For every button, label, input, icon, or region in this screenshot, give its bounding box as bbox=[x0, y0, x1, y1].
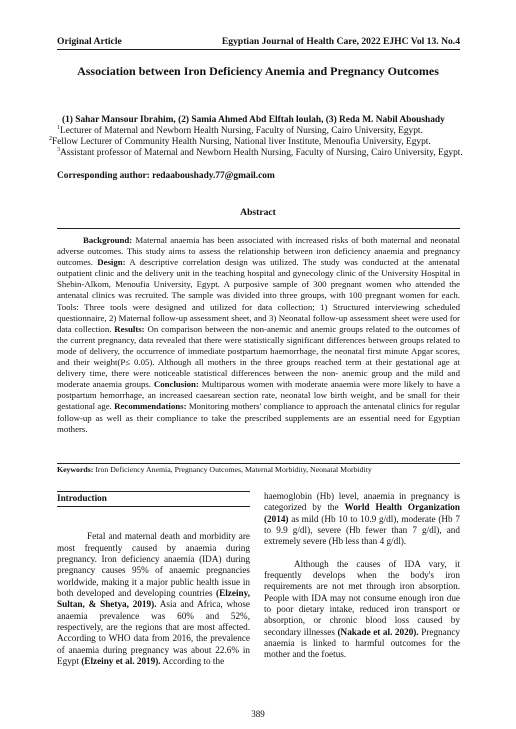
intro-paragraph-3: Although the causes of IDA vary, it frequently develops when the body's iron requirements are not met through iron absorption. People with IDA may not consume enough iron due to poor dietary intake, reduced iron transport or absorption, or chronic blood loss caused by secondary illnesses (Nakade et al. 2020). Pregnancy anaemia is linked to harmful outcomes for the mother and the foetus. bbox=[264, 558, 460, 660]
section-heading-introduction: Introduction bbox=[57, 491, 250, 507]
affiliation-3: $^3$Assistant professor of Maternal and Newborn Health Nursing, Faculty of Nursing, Cairo University, Egypt. bbox=[57, 146, 463, 158]
intro-paragraph-1: Fetal and maternal death and morbidity are most frequently caused by anaemia during pregnancy. Iron deficiency anaemia (IDA) during pregnancy causes 95% of anaemic pregnancies worldwide, making it a major public health issue in both developed and developing countries (Elzeiny, Sultan, & Shetya, 2019). Asia and Africa, whose anaemia prevalence was 60% and 52%, respectively, are the regions that are most affected. According to WHO data from 2016, the prevalence of anaemia during pregnancy was about 22.6% in Egypt (Elzeiny et al. 2019). According to the bbox=[57, 531, 250, 667]
author-line: (1) Sahar Mansour Ibrahim, (2) Samia Ahmed Abd Elftah loulah, (3) Reda M. Nabil Aboushady bbox=[62, 115, 445, 125]
keywords: Keywords: Iron Deficiency Anemia, Pregnancy Outcomes, Maternal Morbidity, Neonatal Morbidity bbox=[57, 465, 372, 474]
header-rule bbox=[57, 49, 460, 50]
paper-title: Association between Iron Deficiency Anemia and Pregnancy Outcomes bbox=[77, 64, 439, 78]
affiliation-1: $^1$Lecturer of Maternal and Newborn Health Nursing, Faculty of Nursing, Cairo University, Egypt. bbox=[57, 124, 423, 136]
left-column bbox=[57, 491, 250, 667]
corresponding-email[interactable]: redaaboushady.77@gmail.com bbox=[152, 171, 275, 181]
page-number: 389 bbox=[251, 709, 265, 719]
journal-citation: Egyptian Journal of Health Care, 2022 EJHC Vol 13. No.4 bbox=[221, 36, 460, 47]
affiliation-2: $^2$Fellow Lecturer of Community Health Nursing, National liver Institute, Menoufia University, Egypt. bbox=[49, 135, 431, 147]
journal-article-type: Original Article bbox=[57, 36, 122, 47]
abstract-heading: Abstract bbox=[240, 207, 276, 218]
right-column bbox=[264, 491, 460, 661]
intro-paragraph-2: haemoglobin (Hb) level, anaemia in pregnancy is categorized by the World Health Organization (2014) as mild (Hb 10 to 10.9 g/dl), moderate (Hb 7 to 9.9 g/dl), severe (Hb fewer than 7 g/dl), and extremely severe (Hb less than 4 g/dl). bbox=[264, 491, 460, 547]
abstract-box bbox=[57, 228, 460, 464]
corresponding-author: Corresponding author: redaaboushady.77@gmail.com bbox=[57, 171, 275, 181]
abstract-text: Background: Maternal anaemia has been associated with increased risks of both maternal and neonatal adverse outcomes. This study aims to assess the relationship between iron deficiency anaemia and pregnancy outcomes. Design: A descriptive correlation design was utilized. The study was conducted at the antenatal outpatient clinic and the delivery unit in the teaching hospital and gynecology clinic of the University Hospital in Shebin-Alkom, Menoufia University, Egypt. A purposive sample of 300 pregnant women who attended the antenatal clinics was recruited. The sample was divided into three groups, with 100 pregnant women for each. Tools: Three tools were designed and utilized for data collection; 1) Structured interviewing scheduled questionnaire, 2) Maternal follow-up assessment sheet, and 3) Neonatal follow-up assessment sheet were used for data collection. Results: On comparison between the non-anemic and anemic groups related to the outcomes of the current pregnancy, data revealed that there were statistically significant differences between groups related to mode of delivery, the occurrence of immediate postpartum haemorrhage, the neonatal first minute Apgar scores, and their weight(P≤ 0.05). Although all mothers in the three groups reached term at their gestational age at delivery time, there were noticeable statistical differences between the non- anemic group and the mild and moderate anaemia groups. Conclusion: Multiparous women with moderate anaemia were more likely to have a postpartum hemorrhage, an increased caesarean section rate, neonatal low birth weight, and be small for their gestational age. Recommendations: Monitoring mothers' compliance to approach the antenatal clinics for regular follow-up as well as their compliance to take the prescribed supplements are an essential need for Egyptian mothers. bbox=[57, 235, 460, 434]
